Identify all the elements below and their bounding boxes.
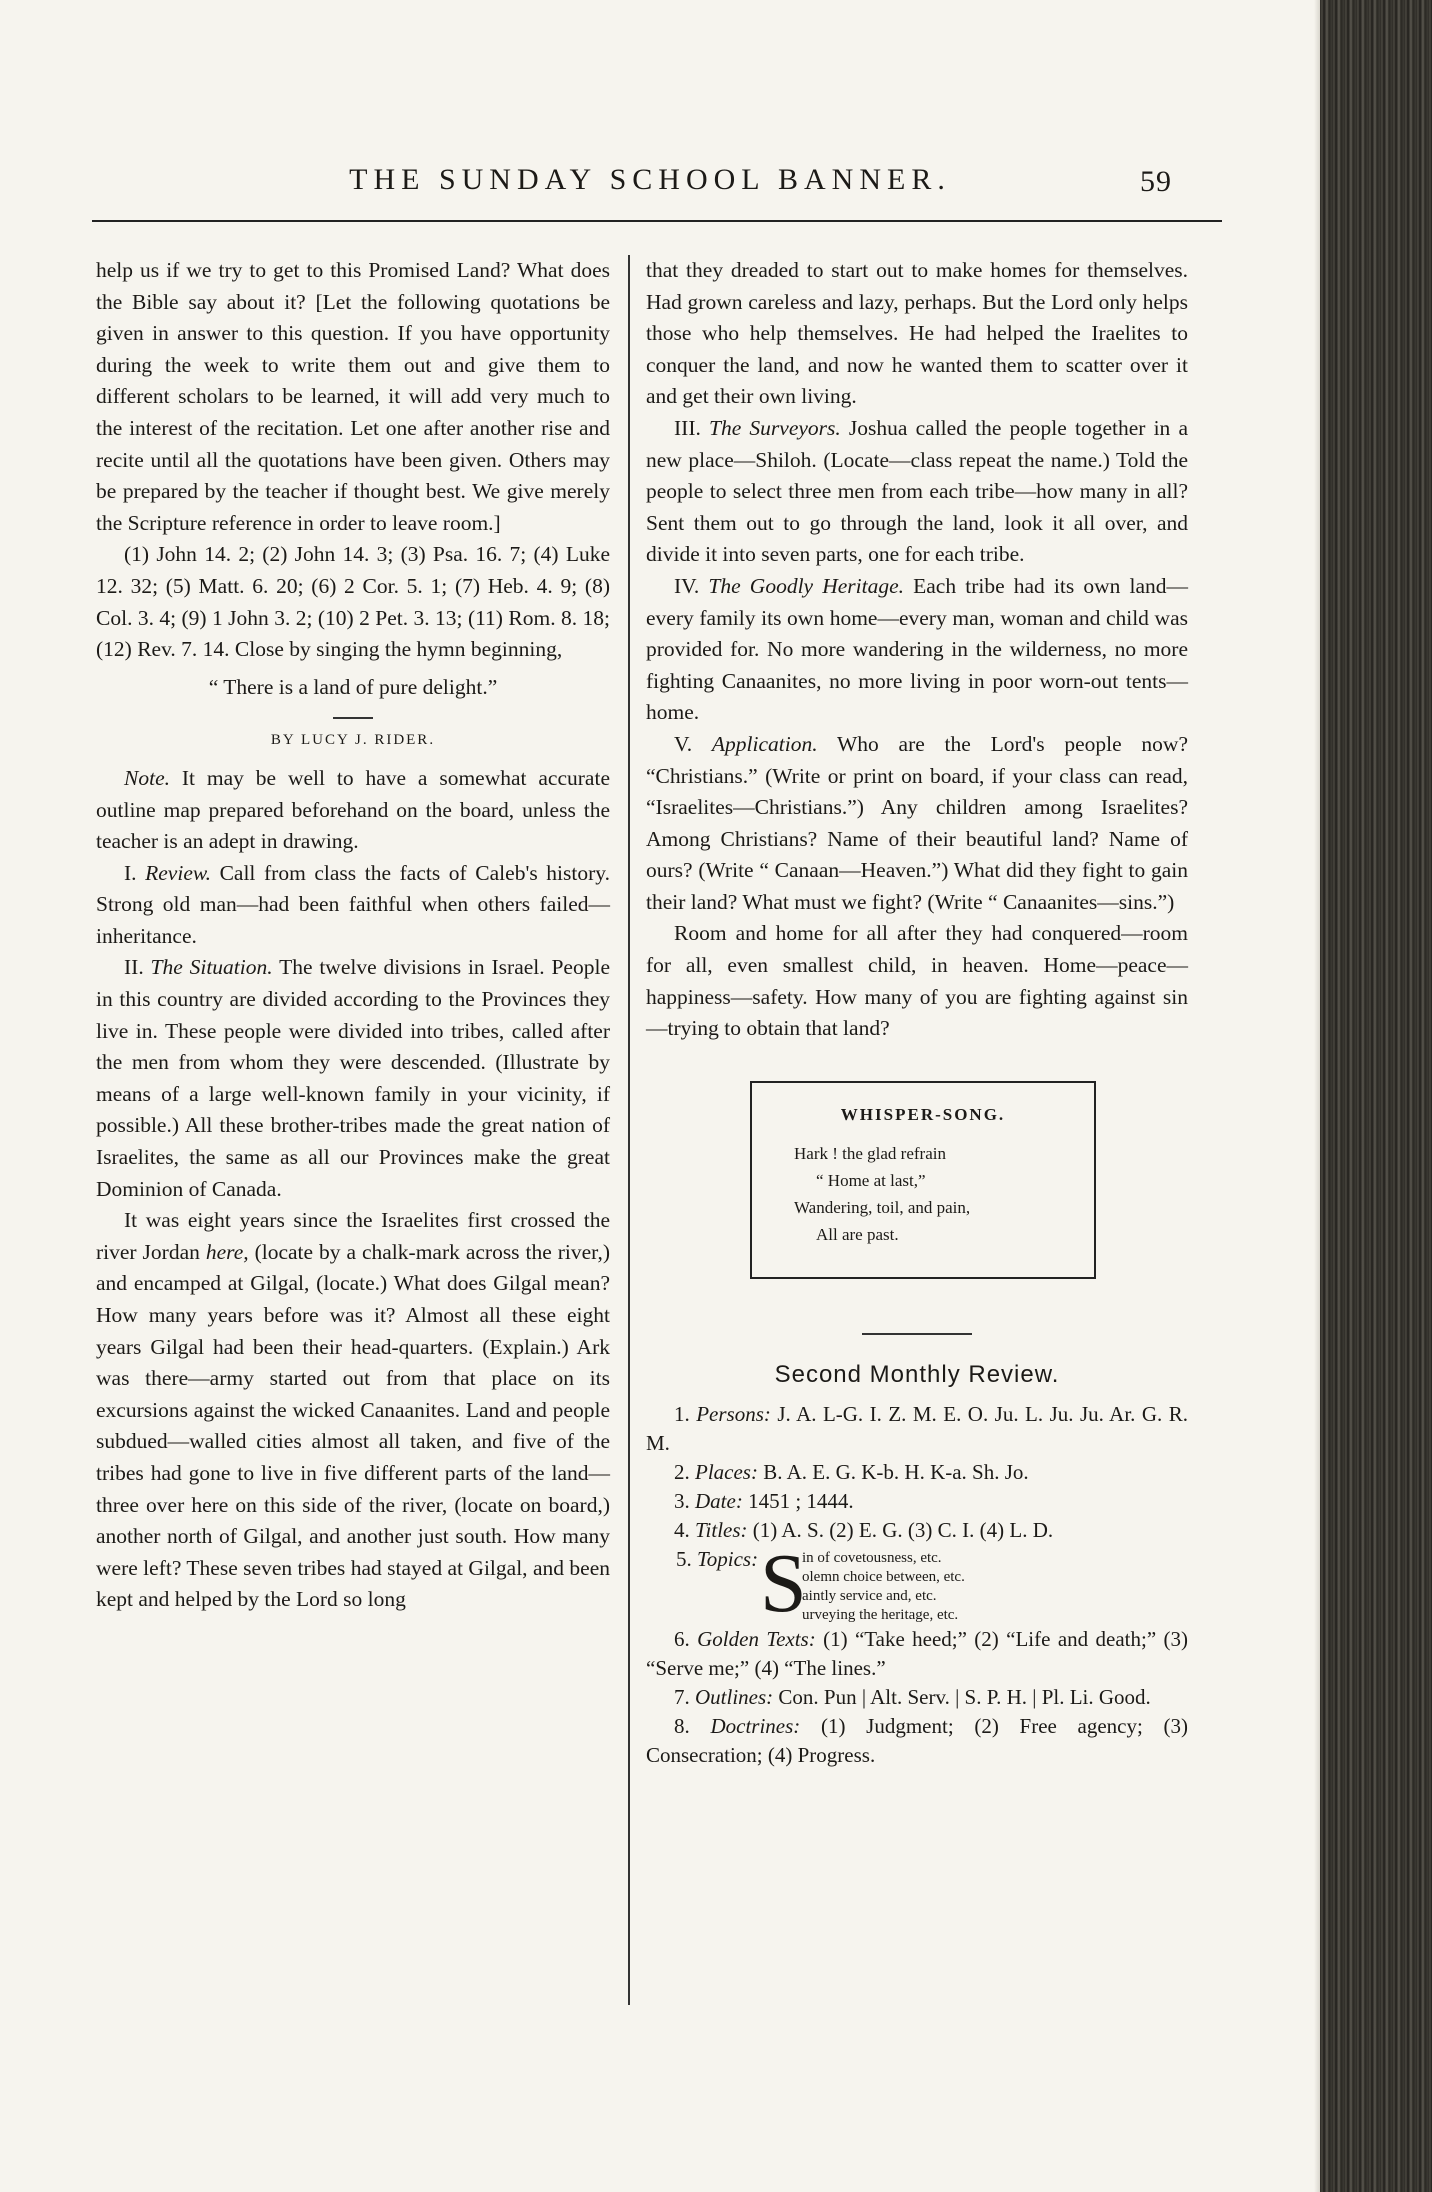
text-span: It was eight years since the Israelites first crossed the river Jordan	[96, 1208, 610, 1264]
emphasis-here: here,	[205, 1239, 249, 1264]
item-label: Places:	[695, 1460, 758, 1485]
review-item	[646, 1400, 1188, 1458]
paragraph-application	[646, 729, 1188, 919]
item-label: Topics:	[697, 1547, 759, 1572]
review-item	[646, 1487, 1188, 1516]
review-title: Second Monthly Review.	[774, 1360, 1060, 1388]
paragraph-gilgal	[96, 1205, 610, 1616]
item-label: Titles:	[695, 1518, 748, 1543]
note-label: Note.	[124, 765, 170, 790]
running-head: THE SUNDAY SCHOOL BANNER.	[349, 163, 951, 196]
right-column	[646, 255, 1188, 1770]
review-item	[646, 1458, 1188, 1487]
header-rule	[92, 220, 1222, 222]
item-number: 4.	[674, 1518, 690, 1543]
section-text: Call from class the facts of Caleb's history. Strong old man—had been faithful when others failed—inheritance.	[96, 860, 610, 948]
topics-initial-letter: S	[760, 1537, 807, 1631]
item-number: 5.	[676, 1547, 692, 1572]
topic-line: urveying the heritage, etc.	[802, 1607, 959, 1624]
review-item	[646, 1516, 1188, 1545]
topics-list	[802, 1545, 965, 1625]
section-number: IV.	[674, 573, 709, 598]
paragraph-intro: help us if we try to get to this Promised Land? What does the Bible say about it? [Let the following quotations be given in answer to this question. If you have opportunity during the week to write them out and give them to different scholars to be learned, it will add very much to the interest of the recitation. Let one after another rise and recite until all the quotations have been given. Others may be prepared by the teacher if thought best. We give merely the Scripture reference in order to leave room.]	[96, 258, 610, 535]
section-text: Joshua called the people together in a new place—Shiloh. (Locate—class repeat the name.) Told the people to select three men from each tribe—how many in all? Sent them out to go through the land, look it all over, and divide it into seven parts, one for each tribe.	[646, 415, 1188, 567]
section-label: Review.	[145, 860, 211, 885]
section-number: III.	[674, 415, 710, 440]
topic-line: in of covetousness, etc.	[802, 1550, 942, 1567]
item-text: B. A. E. G. K-b. H. K-a. Sh. Jo.	[757, 1460, 1029, 1485]
item-number: 1.	[674, 1402, 690, 1427]
section-number: I.	[124, 860, 146, 885]
song-line: “ Home at last,”	[816, 1171, 926, 1191]
section-label: Application.	[711, 731, 818, 756]
song-line: Hark ! the glad refrain	[794, 1144, 946, 1164]
song-line: All are past.	[816, 1225, 899, 1245]
byline-rule	[333, 717, 373, 719]
item-label: Golden Texts:	[697, 1627, 816, 1652]
item-label: Persons:	[696, 1402, 771, 1427]
item-text: 1451 ; 1444.	[742, 1489, 854, 1514]
review-item	[646, 1625, 1188, 1683]
hymn-quote: “ There is a land of pure delight.”	[208, 674, 498, 699]
whisper-song-title: WHISPER-SONG.	[840, 1104, 1006, 1124]
left-column	[96, 255, 610, 1616]
item-label: Date:	[695, 1489, 743, 1514]
whisper-song-box	[750, 1081, 1096, 1279]
paragraph-room: Room and home for all after they had conquered—room for all, even smallest child, in heaven. Home—peace—happiness—safety. How many of you are fighting against sin—trying to obtain that land?	[646, 921, 1188, 1041]
item-number: 3.	[674, 1489, 690, 1514]
section-number: II.	[124, 955, 151, 980]
paragraph-references: (1) John 14. 2; (2) John 14. 3; (3) Psa. 16. 7; (4) Luke 12. 32; (5) Matt. 6. 20; (6) 2 Cor. 5. 1; (7) Heb. 4. 9; (8) Col. 3. 4; (9) 1 John 3. 2; (10) 2 Pet. 3. 13; (11) Rom. 8. 18; (12) Rev. 7. 14. Close by singing the hymn beginning,	[96, 542, 610, 662]
item-text: (1) A. S. (2) E. G. (3) C. I. (4) L. D.	[747, 1518, 1054, 1543]
section-text: Who are the Lord's people now? “Christians.” (Write or print on board, if your class can read, “Israelites—Christians.”) Any children among Israelites? Among Christians? Name of their beautiful land? Name of ours? (Write “ Canaan—Heaven.”) What did they fight to gain their land? What must we fight? (Write “ Canaanites—sins.”)	[646, 731, 1189, 914]
item-number: 6.	[674, 1627, 690, 1652]
item-text: (1) Judgment; (2) Free agency; (3) Consecration; (4) Progress.	[646, 1714, 1188, 1768]
section-number: V.	[674, 731, 712, 756]
review-rule	[862, 1333, 972, 1335]
item-text: J. A. L-G. I. Z. M. E. O. Ju. L. Ju. Ju. Ar. G. R. M.	[646, 1402, 1189, 1456]
section-label: The Situation.	[150, 955, 273, 980]
paragraph-review	[96, 858, 610, 953]
paragraph-continued: that they dreaded to start out to make homes for themselves. Had grown careless and lazy, perhaps. But the Lord only helps those who help themselves. He had helped the Iraelites to conquer the land, and now he wanted them to scatter over it and get their own living.	[646, 258, 1188, 409]
note-text: It may be well to have a somewhat accurate outline map prepared beforehand on the board, unless the teacher is an adept in drawing.	[96, 765, 610, 854]
section-label: The Goodly Heritage.	[708, 573, 905, 598]
section-text: The twelve divisions in Israel. People in this country are divided according to the Provinces they live in. These people were divided into tribes, called after the men from whom they were descended. (Illustrate by means of a large well-known family in your vicinity, if possible.) All these brother-tribes made the great nation of Israelites, the same as all our Provinces make the great Dominion of Canada.	[96, 955, 610, 1201]
paragraph-situation	[96, 952, 610, 1205]
item-number: 7.	[674, 1685, 690, 1710]
text-span: (locate by a chalk-mark across the river,) and encamped at Gilgal, (locate.) What does Gilgal mean? How many years before was it? Almost all these eight years Gilgal had been their head-quarters. (Explain.) Ark was there—army started out from that place on its excursions against the wicked Canaanites. Land and people subdued—walled cities almost all taken, and five of the tribes had gone to live in five different parts of the land—three over here on this side of the river, (locate on board,) another north of Gilgal, and another just south. How many were left? These seven tribes had stayed at Gilgal, and been kept and helped by the Lord so long	[96, 1239, 610, 1612]
song-line: Wandering, toil, and pain,	[794, 1198, 971, 1218]
paragraph-note	[96, 763, 610, 858]
book-spine	[1320, 0, 1432, 2192]
item-text: (1) “Take heed;” (2) “Life and death;” (3) “Serve me;” (4) “The lines.”	[646, 1627, 1188, 1681]
review-item	[646, 1712, 1188, 1770]
page-number: 59	[1140, 165, 1172, 198]
topics-label-wrap	[646, 1545, 760, 1574]
section-label: The Surveyors.	[709, 415, 841, 440]
topic-line: olemn choice between, etc.	[802, 1569, 965, 1586]
item-label: Outlines:	[695, 1685, 774, 1710]
item-number: 8.	[674, 1714, 690, 1739]
paragraph-surveyors	[646, 413, 1188, 571]
section-text: Each tribe had its own land—every family its own home—every man, woman and child was provided for. No more wandering in the wilderness, no more fighting Canaanites, no more living in poor worn-out tents—home.	[646, 573, 1189, 725]
byline: BY LUCY J. RIDER.	[270, 732, 436, 749]
column-rule	[628, 255, 630, 2005]
review-topics	[646, 1537, 1188, 1631]
topic-line: aintly service and, etc.	[802, 1588, 937, 1605]
review-item	[646, 1683, 1188, 1712]
paragraph-heritage	[646, 571, 1188, 729]
item-text: Con. Pun | Alt. Serv. | S. P. H. | Pl. Li. Good.	[773, 1685, 1151, 1710]
item-number: 2.	[674, 1460, 690, 1485]
item-label: Doctrines:	[710, 1714, 801, 1739]
